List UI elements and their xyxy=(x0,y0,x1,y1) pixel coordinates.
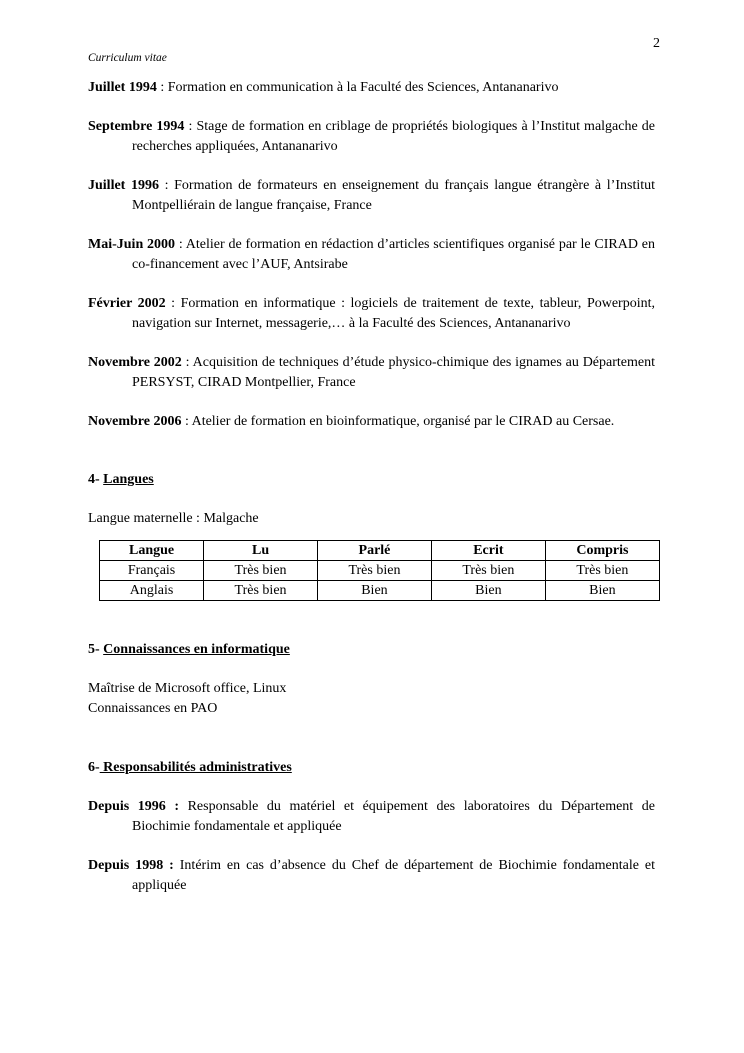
skill-line: Connaissances en PAO xyxy=(88,701,218,716)
responsibility-date: Depuis 1996 : xyxy=(88,799,180,814)
training-date: Novembre 2006 xyxy=(88,414,182,429)
training-entry: Février 2002 : Formation en informatique : logiciels de traitement de texte, tableur, Powerpoint, navigation sur Internet, messagerie,… à la Faculté des Sciences, Antananarivo xyxy=(88,296,656,331)
table-cell: Bien xyxy=(431,581,545,601)
column-header: Parlé xyxy=(318,541,432,561)
column-header: Compris xyxy=(545,541,659,561)
column-header: Ecrit xyxy=(431,541,545,561)
training-date: Février 2002 xyxy=(88,296,166,311)
training-entry: Juillet 1994 : Formation en communication à la Faculté des Sciences, Antananarivo xyxy=(88,80,559,95)
table-cell: Bien xyxy=(318,581,432,601)
table-cell: Très bien xyxy=(431,561,545,581)
training-entry: Septembre 1994 : Stage de formation en criblage de propriétés biologiques à l’Institut malgache de recherches appliquées, Antananarivo xyxy=(88,119,655,154)
training-text: Atelier de formation en rédaction d’articles scientifiques organisé par le CIRAD en co-financement avec l’AUF, Antsirabe xyxy=(132,237,656,272)
training-entry: Novembre 2002 : Acquisition de techniques d’étude physico-chimique des ignames au Département PERSYST, CIRAD Montpellier, France xyxy=(88,355,655,390)
training-date: Novembre 2002 xyxy=(88,355,182,370)
training-text: Formation en communication à la Faculté des Sciences, Antananarivo xyxy=(167,80,559,95)
table-cell: Français xyxy=(100,561,204,581)
training-entry: Novembre 2006 : Atelier de formation en bioinformatique, organisé par le CIRAD au Cersae. xyxy=(88,414,615,429)
table-header-row xyxy=(100,541,660,561)
training-text: Stage de formation en criblage de propriétés biologiques à l’Institut malgache de recherches appliquées, Antananarivo xyxy=(132,119,655,154)
training-date: Mai-Juin 2000 xyxy=(88,237,176,252)
running-header: Curriculum vitae xyxy=(88,52,167,64)
section-title-responsabilites: 6- Responsabilités administratives xyxy=(88,760,292,775)
table-cell: Anglais xyxy=(100,581,204,601)
mother-tongue: Langue maternelle : Malgache xyxy=(88,511,259,526)
cv-content xyxy=(88,78,655,915)
training-date: Juillet 1996 xyxy=(88,178,159,193)
training-text: Atelier de formation en bioinformatique, organisé par le CIRAD au Cersae. xyxy=(191,414,615,429)
table-row xyxy=(100,581,660,601)
responsibility-text: Intérim en cas d’absence du Chef de département de Biochimie fondamentale et appliquée xyxy=(132,858,655,893)
skill-line: Maîtrise de Microsoft office, Linux xyxy=(88,681,287,696)
responsibility-entry xyxy=(88,856,655,896)
language-table xyxy=(99,540,660,601)
section-title-informatique: 5- Connaissances en informatique xyxy=(88,642,290,657)
training-date: Juillet 1994 xyxy=(88,80,157,95)
training-text: Formation en informatique : logiciels de traitement de texte, tableur, Powerpoint, navigation sur Internet, messagerie,… à la Faculté des Sciences, Antananarivo xyxy=(132,296,656,331)
column-header: Langue xyxy=(100,541,204,561)
table-row xyxy=(100,561,660,581)
responsibility-entry xyxy=(88,797,655,837)
responsibility-date: Depuis 1998 : xyxy=(88,858,174,873)
table-cell: Très bien xyxy=(204,561,318,581)
responsibility-text: Responsable du matériel et équipement des laboratoires du Département de Biochimie fondamentale et appliquée xyxy=(132,799,655,834)
training-entry: Juillet 1996 : Formation de formateurs en enseignement du français langue étrangère à l’Institut Montpelliérain de langue française, France xyxy=(88,178,655,213)
table-cell: Très bien xyxy=(318,561,432,581)
page-number: 2 xyxy=(653,36,660,51)
section-title-langues: 4- Langues xyxy=(88,472,154,487)
column-header: Lu xyxy=(204,541,318,561)
table-cell: Bien xyxy=(545,581,659,601)
training-entry: Mai-Juin 2000 : Atelier de formation en rédaction d’articles scientifiques organisé par le CIRAD en co-financement avec l’AUF, Antsirabe xyxy=(88,237,656,272)
training-date: Septembre 1994 xyxy=(88,119,185,134)
training-text: Acquisition de techniques d’étude physico-chimique des ignames au Département PERSYST, CIRAD Montpellier, France xyxy=(132,355,655,390)
table-cell: Très bien xyxy=(545,561,659,581)
table-cell: Très bien xyxy=(204,581,318,601)
training-text: Formation de formateurs en enseignement du français langue étrangère à l’Institut Montpelliérain de langue française, France xyxy=(132,178,655,213)
training-list xyxy=(88,78,655,432)
